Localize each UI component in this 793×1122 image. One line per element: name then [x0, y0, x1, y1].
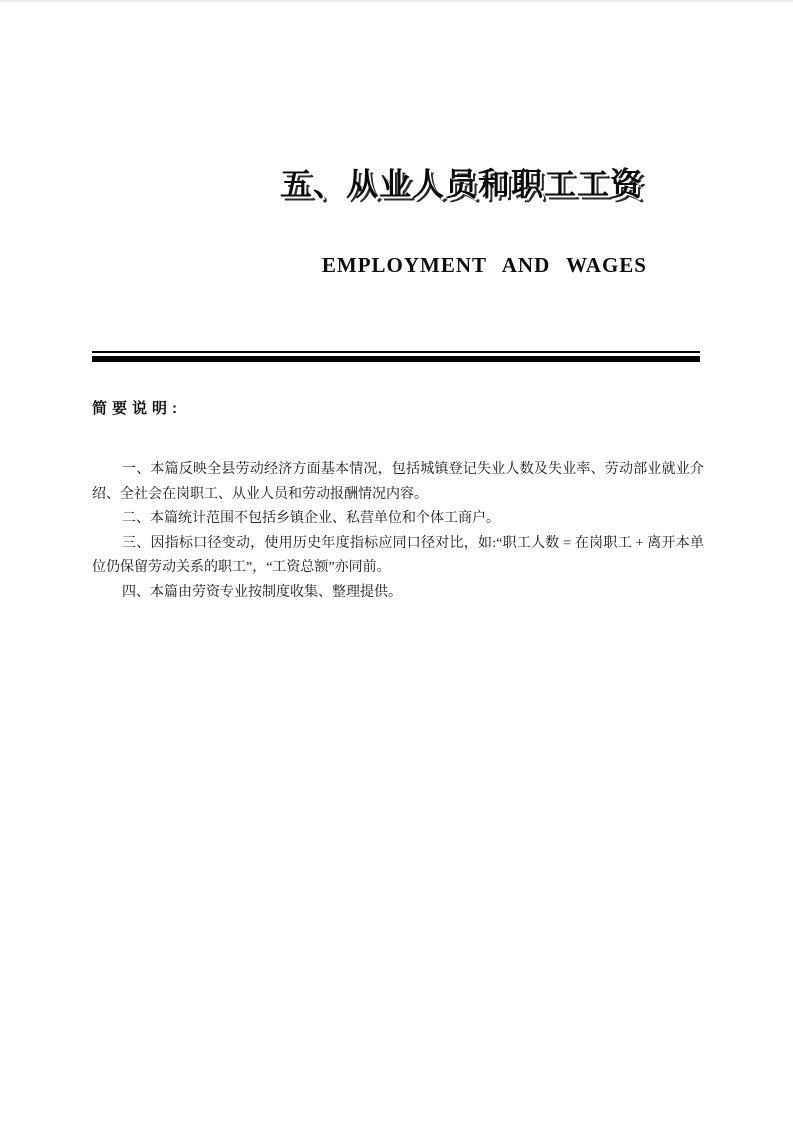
- note-paragraph-3: 三、因指标口径变动，使用历史年度指标应同口径对比，如:“职工人数 = 在岗职工 + 离开本单位仍保留劳动关系的职工”，“工资总额”亦同前。: [92, 535, 704, 575]
- brief-notes-heading: 简要说明:: [92, 400, 182, 417]
- rule-thick-line: [92, 356, 700, 362]
- chapter-title-english: EMPLOYMENT AND WAGES: [321, 253, 647, 277]
- scan-edge-line: [0, 0, 793, 2]
- note-paragraph-1: 一、本篇反映全县劳动经济方面基本情况，包括城镇登记失业人数及失业率、劳动部业就业介绍、全社会在岗职工、从业人员和劳动报酬情况内容。: [92, 462, 704, 502]
- note-paragraph-2: 二、本篇统计范围不包括乡镇企业、私营单位和个体工商户。: [122, 511, 500, 526]
- chapter-title-chinese: 五、从业人员和职工工资: [279, 166, 643, 202]
- separator-double-rule: [92, 351, 700, 362]
- notes-block: [92, 458, 704, 605]
- note-paragraph-4: 四、本篇由劳资专业按制度收集、整理提供。: [122, 584, 402, 600]
